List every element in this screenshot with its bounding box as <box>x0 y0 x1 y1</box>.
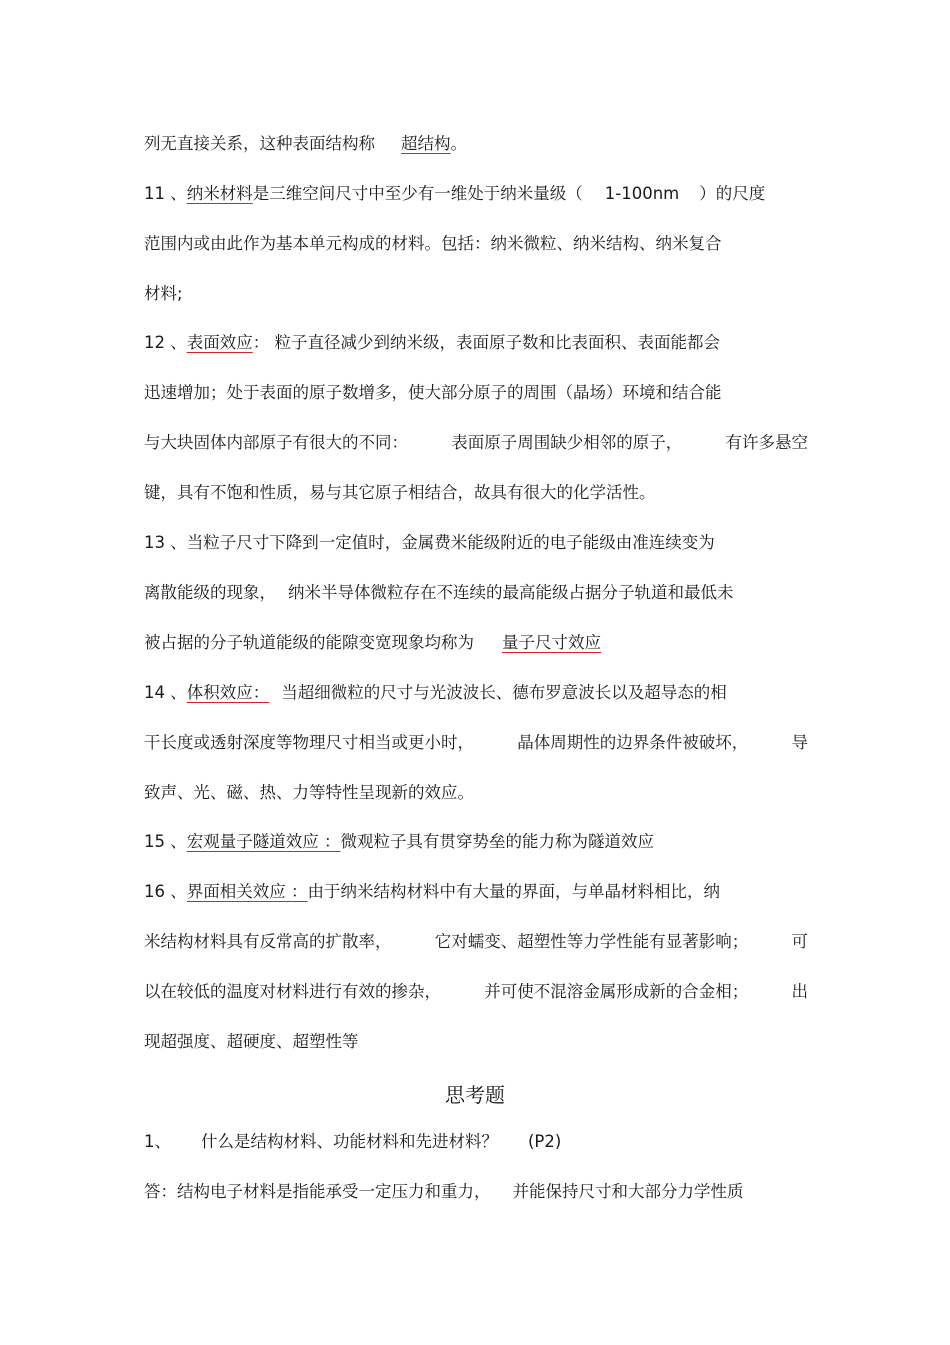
term-quantum-size-effect: 量子尺寸效应 <box>502 633 601 652</box>
term-volume-effect: 体积效应： <box>186 683 270 702</box>
text-line: 米结构材料具有反常高的扩散率， 它对蠕变、超塑性等力学性能有显著影响； 可 <box>144 932 808 951</box>
text-line: 键，具有不饱和性质，易与其它原子相结合，故具有很大的化学活性。 <box>144 483 656 502</box>
item-16: 16 、界面相关效应 ：由于纳米结构材料中有大量的界面，与单晶材料相比，纳 <box>144 882 720 901</box>
text-line: 列无直接关系，这种表面结构称 超结构。 <box>144 134 467 153</box>
item-13: 13 、当粒子尺寸下降到一定值时，金属费米能级附近的电子能级由准连续变为 <box>144 533 715 552</box>
question-1: 1、 什么是结构材料、功能材料和先进材料？ (P2) <box>144 1132 562 1151</box>
text-line: 被占据的分子轨道能级的能隙变宽现象均称为 量子尺寸效应 <box>144 633 601 652</box>
text-line: 干长度或透射深度等物理尺寸相当或更小时， 晶体周期性的边界条件被破坏， 导 <box>144 733 808 752</box>
term-quantum-tunneling: 宏观量子隧道效应 ： <box>186 832 341 851</box>
text-line: 以在较低的温度对材料进行有效的掺杂， 并可使不混溶金属形成新的合金相； 出 <box>144 982 808 1001</box>
text-line: 致声、光、磁、热、力等特性呈现新的效应。 <box>144 783 474 802</box>
text-line: 与大块固体内部原子有很大的不同： 表面原子周围缺少相邻的原子， 有许多悬空 <box>144 433 808 452</box>
item-12: 12 、表面效应： 粒子直径减少到纳米级，表面原子数和比表面积、表面能都会 <box>144 333 720 352</box>
item-11: 11 、纳米材料是三维空间尺寸中至少有一维处于纳米量级（ 1-100nm ）的尺度 <box>144 184 766 203</box>
item-15: 15 、宏观量子隧道效应 ：微观粒子具有贯穿势垒的能力称为隧道效应 <box>144 832 654 851</box>
answer-line: 答：结构电子材料是指能承受一定压力和重力， 并能保持尺寸和大部分力学性质 <box>144 1182 744 1201</box>
text-line: 材料; <box>144 284 183 303</box>
term-superstructure: 超结构 <box>401 134 451 153</box>
item-14: 14 、体积效应： 当超细微粒的尺寸与光波波长、德布罗意波长以及超导态的相 <box>144 683 727 702</box>
term-interface-effect: 界面相关效应 ： <box>186 882 308 901</box>
text-line: 离散能级的现象， 纳米半导体微粒存在不连续的最高能级占据分子轨道和最低未 <box>144 583 734 602</box>
term-surface-effect: 表面效应 <box>186 333 253 352</box>
section-heading: 思考题 <box>445 1083 505 1107</box>
term-nanomaterial: 纳米材料 <box>186 184 253 203</box>
text-line: 迅速增加；处于表面的原子数增多，使大部分原子的周围（晶场）环境和结合能 <box>144 383 722 402</box>
text-line: 范围内或由此作为基本单元构成的材料。包括：纳米微粒、纳米结构、纳米复合 <box>144 234 722 253</box>
text-line: 现超强度、超硬度、超塑性等 <box>144 1032 359 1051</box>
